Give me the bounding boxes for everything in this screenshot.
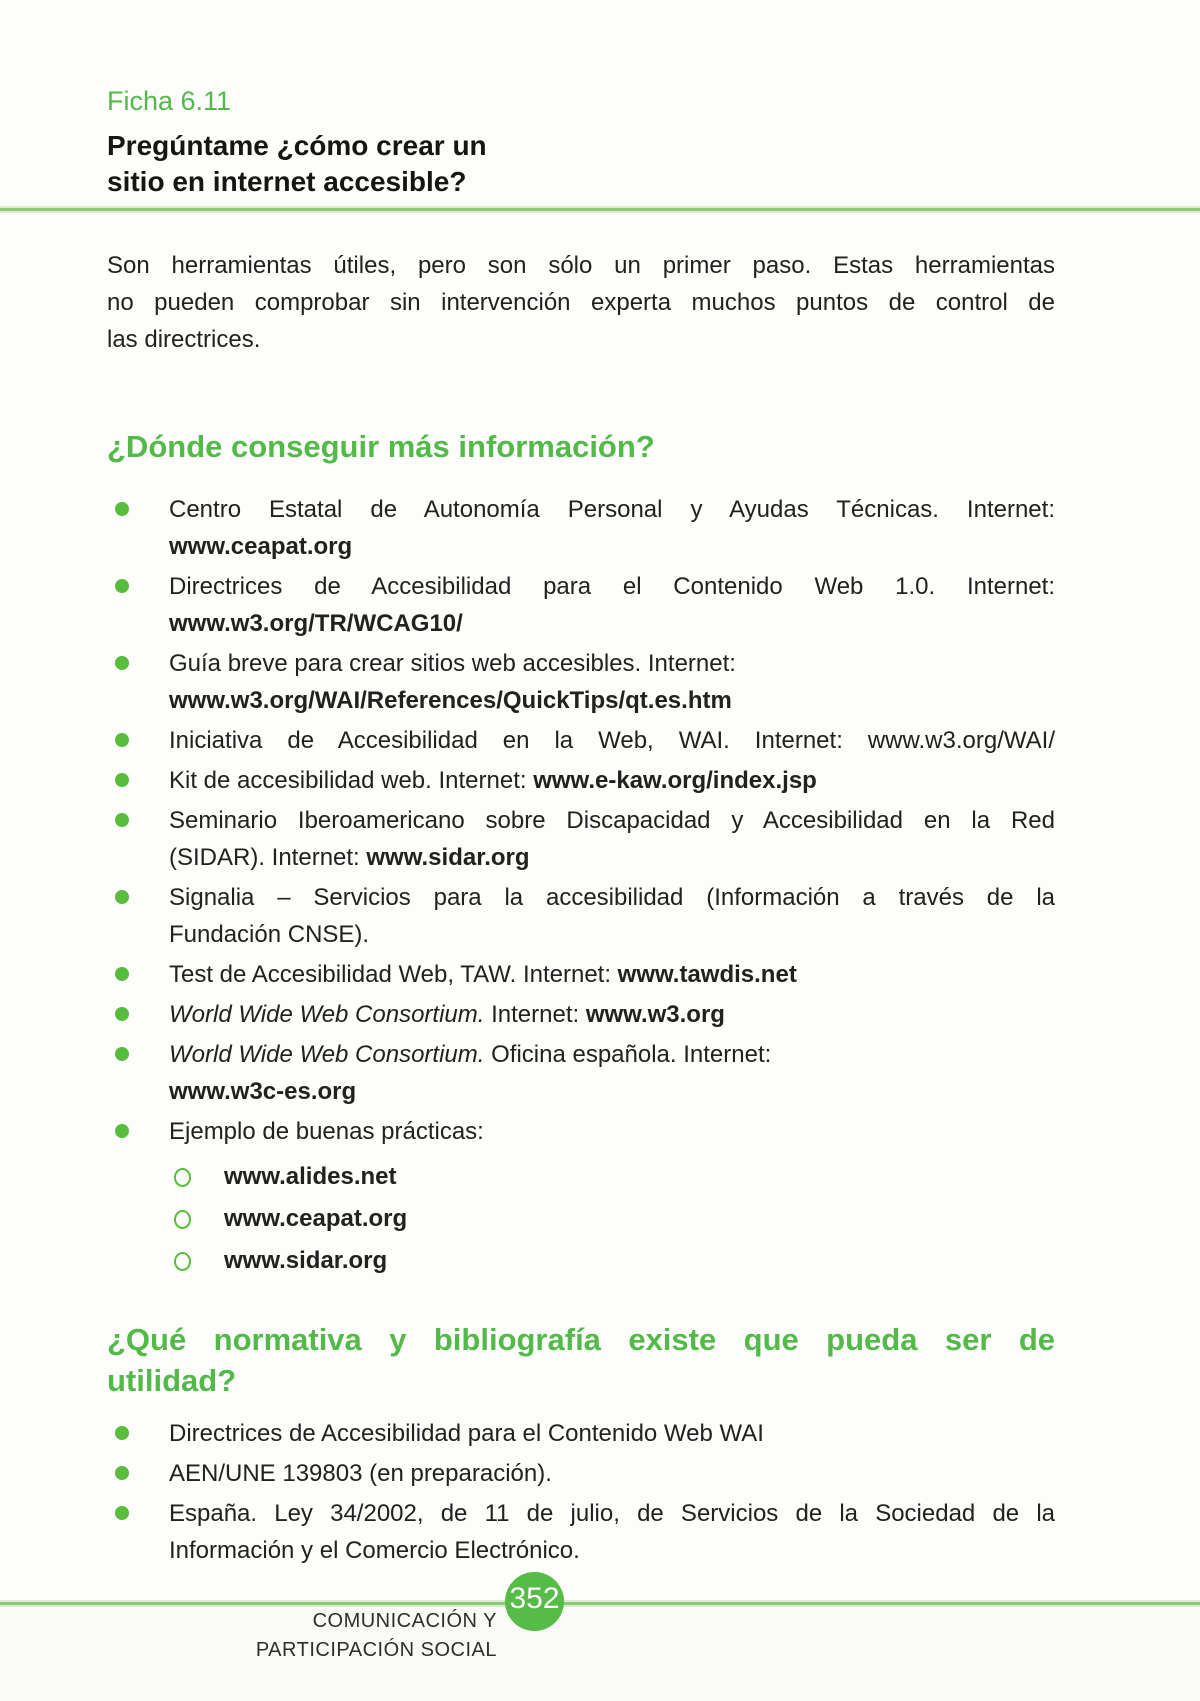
text-line [169,956,1055,993]
page-number-badge [505,1572,564,1631]
text-segment: Directrices de Accesibilidad para el Contenido Web 1.0. Internet: [169,573,1055,600]
text-segment: no pueden comprobar sin intervención experta muchos puntos de control de [107,289,1055,316]
bullet-icon [115,1124,129,1138]
text-line [169,528,1055,565]
text-line [107,321,1055,358]
text-line [169,996,1055,1033]
text-line [169,916,1055,953]
list-item-text [169,491,1055,565]
text-segment: Seminario Iberoamericano sobre Discapacidad y Accesibilidad en la Red [169,807,1055,834]
text-line [169,839,1055,876]
text-line [107,284,1055,321]
header-divider [0,208,1200,211]
bullet-icon [115,1506,129,1520]
text-segment: sitio en internet accesible? [107,166,467,197]
text-line [107,1319,1055,1360]
text-line [169,568,1055,605]
bullet-icon [115,890,129,904]
bold-text: www.w3c-es.org [169,1078,357,1105]
list-item-text [169,1415,1055,1452]
text-line [169,1532,1055,1569]
footer-org-line1: COMUNICACIÓN Y [312,1610,497,1632]
bold-text: www.sidar.org [366,844,530,871]
text-line [169,1113,1055,1150]
text-line [169,682,1055,719]
bullet-icon [115,813,129,827]
bold-text: www.w3.org/TR/WCAG10/ [169,610,463,637]
bullet-icon [115,1007,129,1021]
bold-text: www.ceapat.org [169,533,353,560]
bold-text: www.w3.org [585,1001,725,1028]
list-item [107,1036,1055,1110]
list-item-text [169,722,1055,759]
footer-divider [0,1602,1200,1605]
text-line [107,128,1055,164]
page-body [0,247,1200,1569]
list-item-text [169,956,1055,993]
text-line [169,1415,1055,1452]
list-item [107,491,1055,565]
text-segment: Directrices de Accesibilidad para el Contenido Web WAI [169,1420,764,1447]
sub-list-item [169,1242,1055,1279]
list-item [107,1455,1055,1492]
bullet-icon [115,733,129,747]
text-line [169,722,1055,759]
list-item [107,568,1055,642]
list-item [107,802,1055,876]
intro-paragraph [107,247,1055,358]
text-line [169,1455,1055,1492]
page-number: 352 [509,1581,560,1615]
page-title [107,128,1055,200]
hollow-bullet-icon [174,1252,191,1271]
text-line [169,1036,1055,1073]
text-line [169,645,1055,682]
list-item [107,645,1055,719]
text-segment: Guía breve para crear sitios web accesibles. Internet: [169,650,736,677]
text-line [107,164,1055,200]
bullet-icon [115,656,129,670]
bottom-margin-strip [0,1605,1200,1701]
sub-list-item [169,1158,1055,1195]
bullet-icon [115,579,129,593]
list-item [107,996,1055,1033]
bold-text: www.e-kaw.org/index.jsp [533,767,817,794]
bold-text: www.tawdis.net [617,961,797,988]
normativa-list [107,1415,1055,1569]
list-item [107,1113,1055,1279]
bullet-icon [115,502,129,516]
sub-list [169,1158,1055,1279]
text-line [169,802,1055,839]
sub-list-item [169,1200,1055,1237]
italic-text: World Wide Web Consortium. [169,1041,485,1068]
text-line [169,1073,1055,1110]
text-segment: ¿Qué normativa y bibliografía existe que pueda ser de [107,1322,1055,1357]
text-segment: Oficina española. Internet: [484,1041,772,1068]
text-segment: Test de Accesibilidad Web, TAW. Internet: [169,961,618,988]
list-item [107,762,1055,799]
text-segment: ¿Dónde conseguir más información? [107,429,655,464]
list-item-text [169,568,1055,642]
bullet-icon [115,967,129,981]
italic-text: World Wide Web Consortium. [169,1001,485,1028]
text-line [107,1360,1055,1401]
list-item-text [169,996,1055,1033]
text-segment: las directrices. [107,326,261,353]
list-item-text [169,1495,1055,1569]
list-item [107,879,1055,953]
info-list [107,491,1055,1279]
bold-text: www.w3.org/WAI/References/QuickTips/qt.es.htm [169,687,732,714]
text-segment: (SIDAR). Internet: [169,844,367,871]
list-item [107,1415,1055,1452]
text-line [107,247,1055,284]
bullet-icon [115,1047,129,1061]
text-segment: Kit de accesibilidad web. Internet: [169,767,534,794]
text-segment: Información y el Comercio Electrónico. [169,1537,580,1564]
list-item [107,1495,1055,1569]
text-line [107,426,1055,467]
list-item [107,722,1055,759]
text-line [169,491,1055,528]
hollow-bullet-icon [174,1210,191,1229]
text-segment: utilidad? [107,1363,237,1398]
text-segment: Son herramientas útiles, pero son sólo un primer paso. Estas herramientas [107,252,1055,279]
text-segment: AEN/UNE 139803 (en preparación). [169,1460,552,1487]
text-line [169,605,1055,642]
list-item-text [169,645,1055,719]
page-header [0,0,1200,200]
text-line [169,1495,1055,1532]
text-segment: Internet: [484,1001,586,1028]
bullet-icon [115,773,129,787]
list-item [107,956,1055,993]
bullet-icon [115,1466,129,1480]
text-segment: Fundación CNSE). [169,921,370,948]
footer-org-line2: PARTICIPACIÓN SOCIAL [255,1639,497,1661]
ficha-label: Ficha 6.11 [107,86,232,116]
list-item-text [169,802,1055,876]
section-heading-informacion [107,426,1055,467]
sub-item-url: www.sidar.org [224,1247,388,1274]
text-segment: Pregúntame ¿cómo crear un [107,130,487,161]
text-segment: Ejemplo de buenas prácticas: [169,1118,484,1145]
sub-item-url: www.ceapat.org [224,1205,408,1232]
list-item-text [169,1113,1055,1279]
text-segment: España. Ley 34/2002, de 11 de julio, de Servicios de la Sociedad de la [169,1500,1055,1527]
text-segment: Centro Estatal de Autonomía Personal y Ayudas Técnicas. Internet: [169,496,1055,523]
text-segment: Signalia – Servicios para la accesibilidad (Información a través de la [169,884,1055,911]
list-item-text [169,1036,1055,1110]
hollow-bullet-icon [174,1168,191,1187]
section-heading-normativa [107,1319,1055,1401]
list-item-text [169,762,1055,799]
bullet-icon [115,1426,129,1440]
sub-item-url: www.alides.net [224,1163,397,1190]
text-line [169,879,1055,916]
list-item-text [169,879,1055,953]
footer-organization [256,1607,497,1665]
text-line [169,762,1055,799]
list-item-text [169,1455,1055,1492]
text-segment: Iniciativa de Accesibilidad en la Web, WAI. Internet: www.w3.org/WAI/ [169,727,1055,754]
